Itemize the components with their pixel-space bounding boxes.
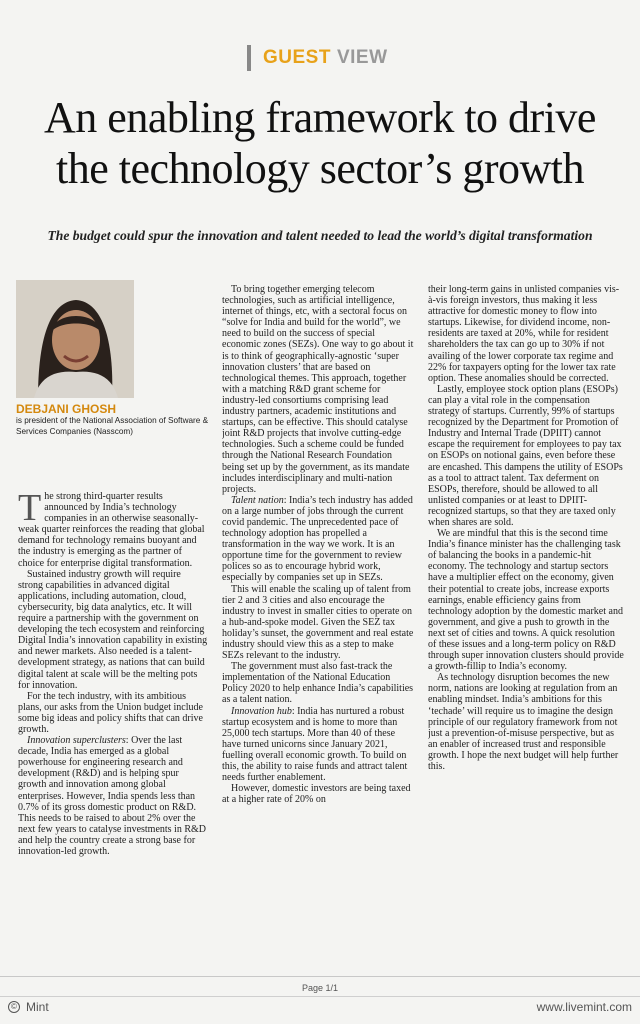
source-credit [8,1000,49,1014]
col2-para-1: To bring together emerging telecom technologies, such as artificial intelligence, internet of things, etc, with a sectoral focus on “solve for India and build for the world”, we need to build on the success of special economic zones (SEZs). One way to go about it is to think of geographically-agnostic ‘super innovation clusters’ that are based on technological themes. This approach, together with a matching R&D grant scheme for industry-led consortiums comprising lead industry partners, academic institutions and startups, can be effective. This should catalyse joint R&D projects that involve cutting-edge technologies. Such a scheme could be funded through the National Research Foundation being set up by the government, as its mandate includes interdisciplinary and multi-nation projects. [222,284,414,495]
col1-para-3: For the tech industry, with its ambitious plans, our asks from the Union budget include some big ideas and policy shifts that can drive growth. [18,690,203,735]
col2-para-6: However, domestic investors are being taxed at a higher rate of 20% on [222,783,411,806]
col3-para-4: As technology disruption becomes the new norm, nations are looking at regulation from an enabling mindset. India’s ambitions for this ‘techade’ will require us to imagine the design principle of our regulatory framework from not just a prevention-of-misuse perspective, but as an enabler of increased trust and responsible growth. I hope the next budget will help further this. [428,672,619,773]
col2-para-5-text: : India has nurtured a robust startup ecosystem and is home to more than 25,000 tech startups. More than 40 of these have turned unicorns since January 2021, fuelling overall economic growth. To build on this, the ability to raise funds and attract talent needs further enablement. [222,705,408,784]
col3-para-2: Lastly, employee stock option plans (ESOPs) can play a vital role in the compensation strategy of startups. Currently, 99% of startups recognized by the Department for Promotion of Industry and Internal Trade (DPIIT) cannot escape the requirement for employees to pay tax on ESOPs on notional gains, even before these are encashed. This dampens the utility of ESOPs as a tool to attract talent. Tax deferment on ESOPs, therefore, should be allowed to all unlisted companies or at least to DPIIT-recognized startups, so that they are taxed only when shares are sold. [428,383,623,528]
subhead-innovation-hub: Innovation hub [231,705,292,717]
footer-divider [0,976,640,977]
col1-para-1: he strong third-quarter results announced by India’s technology companies in an otherwise seasonally-weak quarter reinforces the reading that global demand for technology remains buoyant and the industry is emerging as the partner of choice for enterprise digital transformation. [18,491,205,569]
article-column-1 [18,491,208,965]
deck-subtitle: The budget could spur the innovation and talent needed to lead the world’s digital transformation [47,228,593,243]
kicker-view: VIEW [336,47,388,68]
col2-para-4: The government must also fast-track the implementation of the National Education Policy 2020 to help enhance India’s capabilities as a talent nation. [222,661,414,706]
article-column-2 [222,284,416,965]
page-number: Page 1/1 [301,983,339,993]
source-name: Mint [26,1000,49,1014]
section-kicker [247,44,388,72]
copyright-icon: © [8,1001,20,1013]
col2-para-2 [222,495,416,584]
article-column-3 [428,284,624,965]
col1-para-2: Sustained industry growth will require strong capabilities in advanced digital applications, including automation, cloud, cybersecurity, big data analytics, etc. It will require a partnership with the government on developing the tech ecosystem and reinforcing Digital India’s innovation capability in existing and newer markets. Also needed is a talent-development strategy, as nations that can build digital talent at scale will be the melting pots for innovation. [18,568,208,691]
col2-para-3: This will enable the scaling up of talent from tier 2 and 3 cities and also encourage the industry to invest in smaller cities to operate on a hub-and-spoke model. Given the SEZ tax holiday’s sunset, the government and real estate industry should view this as a step to make SEZs relevant to the industry. [222,583,414,662]
source-url-link[interactable]: www.livemint.com [536,1000,632,1014]
col2-para-2-text: : India’s tech industry has added on a large number of jobs through the current covid pandemic. The unprecedented pace of technology adoption has propelled a transformation in the way we work. It is an opportune time for the government to review polices so as to encourage hybrid work, especially by companies set up in SEZs. [222,494,413,584]
headline-line-1: An enabling framework to drive [44,93,596,142]
author-portrait-image [16,280,134,398]
kicker-guest: GUEST [263,47,331,68]
author-photo [16,280,134,398]
bottom-divider [0,996,640,997]
drop-cap: T [18,491,42,529]
kicker-bar [247,45,251,71]
headline-line-2: the technology sector’s growth [56,144,584,193]
headline [0,92,640,194]
col3-para-3: We are mindful that this is the second time India’s finance minister has the challenging task of balancing the books in a pandemic-hit economy. The technology and startup sectors have a multiplier effect on the economy, given their potential to create jobs, increase exports earnings, enable efficiency gains from technology adoption by the domestic market and government, and give a push to growth in the next set of cities and towns. A quick resolution of these issues and a long-term policy on R&D through super innovation clusters should provide a growth-fillip to India’s economy. [428,528,624,673]
col2-para-5 [222,706,416,784]
subhead-innovation-superclusters: Innovation superclusters [27,735,126,747]
col3-para-1: their long-term gains in unlisted companies vis-à-vis foreign investors, thus making it less attractive for domestic money to flow into startups. Likewise, for dividend income, non-residents are taxed at 20%, while for resident shareholders the tax can go up to 30% if not availing of the lower corporate tax regime and 22% for taxpayers opting for the lower tax rate option. These anomalies should be corrected. [428,284,620,384]
col1-para-4 [18,735,208,857]
subhead-talent-nation: Talent nation [231,494,284,506]
author-name: DEBJANI GHOSH [16,402,117,416]
col1-para-4-text: : Over the last decade, India has emerged as a global powerhouse for engineering research and development (R&D) and is helping spur growth and innovation among global enterprises. However, India spends less than 0.7% of its gross domestic product on R&D. This needs to be raised to about 2% over the next few years to catalyse investments in R&D and help the country create a strong base for innovation-led growth. [18,735,207,857]
author-description: is president of the National Association of Software & Services Companies (Nasscom) [16,416,209,436]
